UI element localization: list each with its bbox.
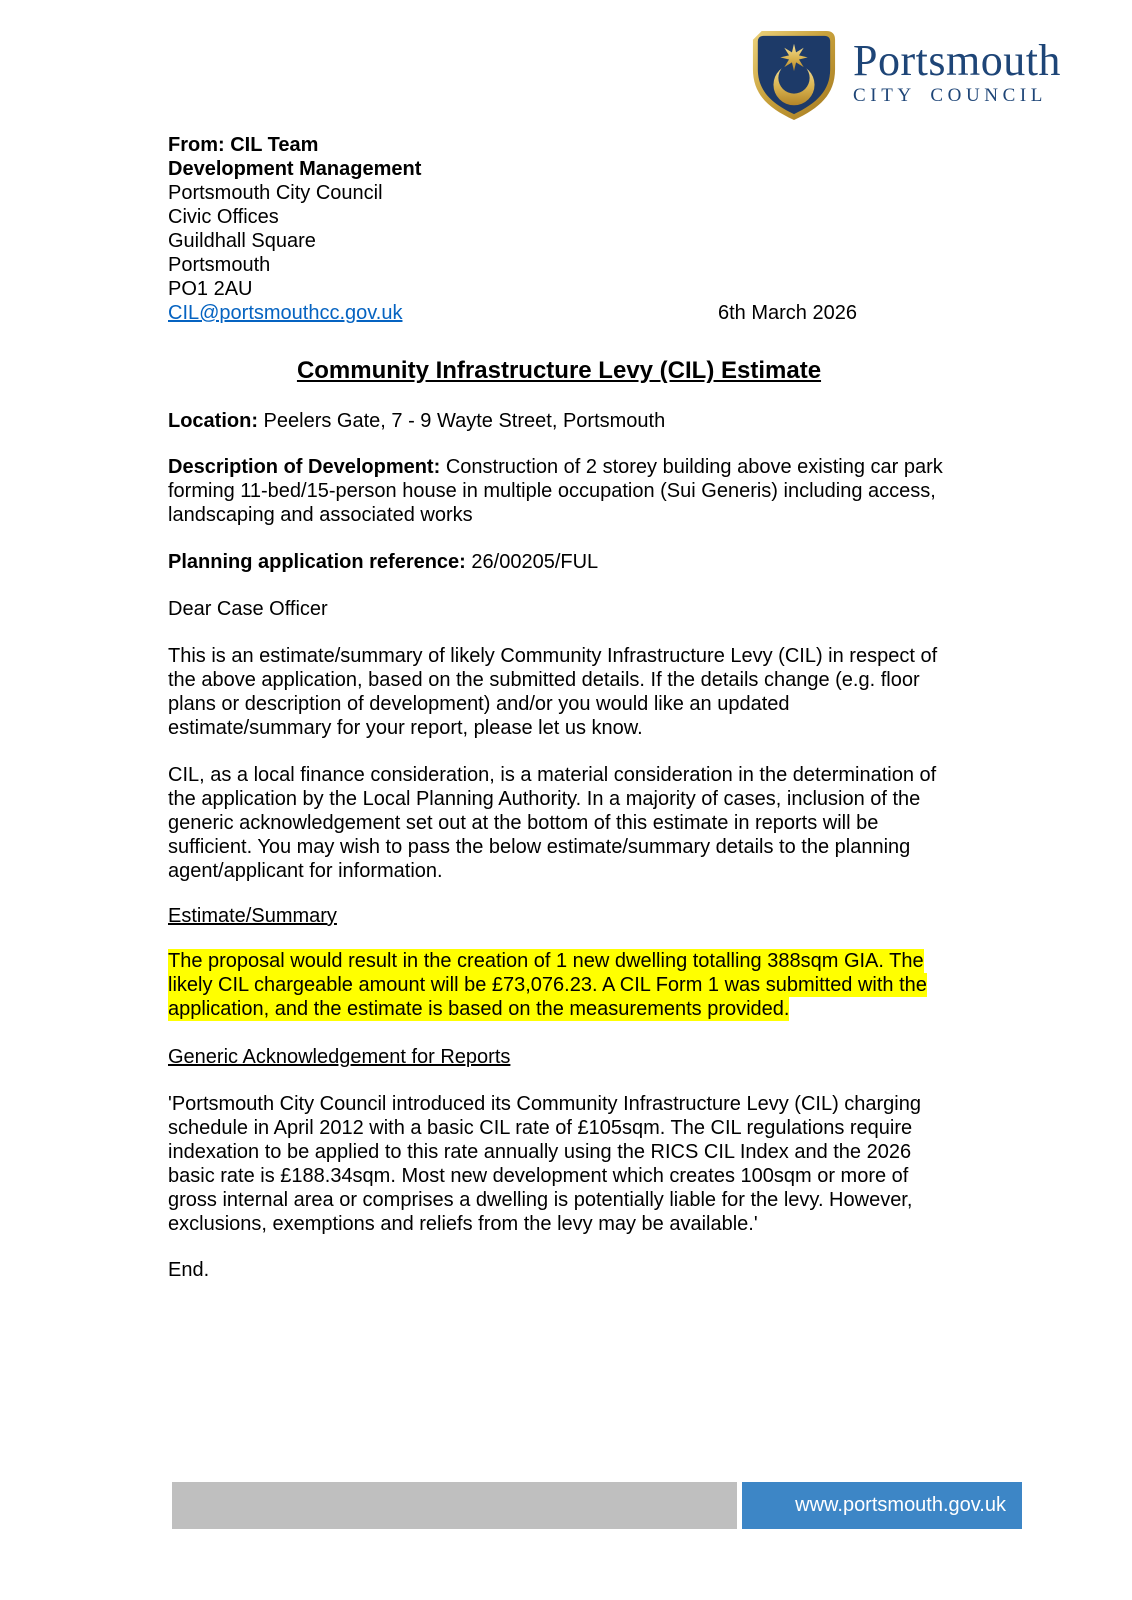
planning-ref-value: 26/00205/FUL (465, 551, 599, 573)
letter-content (168, 0, 950, 1282)
address-block (168, 181, 950, 301)
address-line: Guildhall Square (168, 230, 316, 252)
location-value: Peelers Gate, 7 - 9 Wayte Street, Portsmouth (258, 410, 666, 432)
address-line: Portsmouth City Council (168, 182, 383, 204)
footer-bar (172, 1482, 1022, 1529)
email-date-row (168, 301, 950, 325)
description-row (168, 455, 950, 527)
address-line: Civic Offices (168, 206, 279, 228)
location-row (168, 409, 950, 433)
footer-url: www.portsmouth.gov.uk (742, 1482, 1022, 1529)
planning-ref-row (168, 550, 950, 574)
from-line: From: CIL Team (168, 134, 319, 156)
estimate-highlight-paragraph (168, 949, 950, 1021)
salutation: Dear Case Officer (168, 598, 328, 620)
logo-subname: CITY COUNCIL (853, 85, 1048, 106)
generic-acknowledgement-text: 'Portsmouth City Council introduced its Community Infrastructure Levy (CIL) charging schedule in April 2012 with a basic CIL rate of £105sqm. The CIL regulations require indexation to be applied to this rate annually using the RICS CIL Index and the 2026 basic rate is £188.34sqm. Most new development which creates 100sqm or more of gross internal area or comprises a dwelling is potentially liable for the levy. However, exclusions, exemptions and reliefs from the levy may be available.' (168, 1093, 921, 1235)
address-line: Portsmouth (168, 254, 271, 276)
estimate-summary-heading: Estimate/Summary (168, 905, 337, 927)
paragraph-intro: This is an estimate/summary of likely Community Infrastructure Levy (CIL) in respect of the above application, based on the submitted details. If the details change (e.g. floor plans or description of development) and/or you would like an updated estimate/summary for your report, please let us know. (168, 645, 938, 739)
address-line: PO1 2AU (168, 278, 253, 300)
description-value: Construction of 2 storey building above existing car park forming 11-bed/15-person house in multiple occupation (Sui Generis) including access, landscaping and associated works (168, 456, 943, 526)
description-label: Description of Development: (168, 456, 441, 478)
letter-date: 6th March 2026 (718, 302, 857, 324)
from-department: Development Management (168, 158, 422, 180)
highlighted-estimate-text: The proposal would result in the creation of 1 new dwelling totalling 388sqm GIA. The likely CIL chargeable amount will be £73,076.23. A CIL Form 1 was submitted with the application, and the estimate is based on the measurements provided. (168, 950, 927, 1020)
logo-name: Portsmouth (853, 36, 1061, 85)
from-block (168, 133, 950, 181)
document-title: Community Infrastructure Levy (CIL) Estimate (296, 357, 822, 384)
footer-gray-band (172, 1482, 737, 1529)
closing-text: End. (168, 1259, 210, 1281)
paragraph-material-consideration: CIL, as a local finance consideration, is a material consideration in the determination of the application by the Local Planning Authority. In a majority of cases, inclusion of the generic acknowledgement set out at the bottom of this estimate in reports will be sufficient. You may wish to pass the below estimate/summary details to the planning agent/applicant for information. (168, 764, 937, 882)
email-link[interactable]: CIL@portsmouthcc.gov.uk (168, 302, 403, 324)
planning-ref-label: Planning application reference: (168, 551, 466, 573)
location-label: Location: (168, 410, 258, 432)
generic-acknowledgement-heading: Generic Acknowledgement for Reports (168, 1046, 511, 1068)
